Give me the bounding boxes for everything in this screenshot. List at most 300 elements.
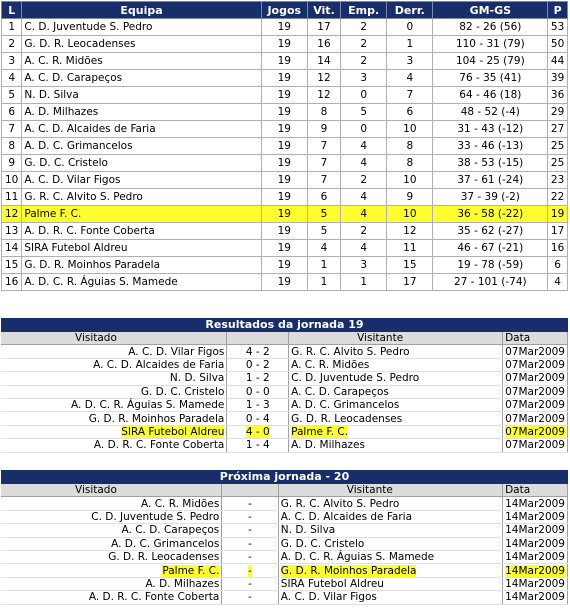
standings-cell-draws: 4: [341, 189, 387, 206]
standings-cell-position: 1: [2, 19, 22, 36]
fixture-score: [222, 497, 279, 510]
result-home: [1, 385, 227, 398]
result-away-text: C. D. Juventude S. Pedro: [291, 372, 420, 385]
fixture-away-text: G. R. C. Alvito S. Pedro: [280, 497, 400, 510]
col-header-draws: Emp.: [341, 2, 387, 19]
standings-cell-points: 19: [548, 206, 568, 223]
standings-cell-goals: 38 - 53 (-15): [433, 155, 548, 172]
fixture-away: [278, 537, 502, 550]
standings-cell-losses: 8: [387, 138, 433, 155]
standings-cell-wins: 4: [307, 240, 340, 257]
fixture-row: [1, 510, 568, 523]
result-score: [227, 358, 289, 371]
standings-row: [2, 138, 568, 155]
fixture-home-text: A. D. Milhazes: [145, 577, 220, 590]
fixture-score-text: -: [248, 510, 252, 523]
results-title: Resultados da jornada 19: [1, 318, 568, 332]
standings-cell-team: A. C. D. Alcaides de Faria: [22, 121, 261, 138]
fixture-away-text: A. C. D. Vilar Figos: [280, 591, 377, 604]
standings-cell-losses: 8: [387, 155, 433, 172]
fixture-home: [1, 524, 222, 537]
result-row: [1, 372, 568, 385]
result-score: [227, 372, 289, 385]
col-header-games: Jogos: [261, 2, 307, 19]
results-table: [1, 332, 568, 453]
result-row: [1, 385, 568, 398]
standings-cell-losses: 10: [387, 172, 433, 189]
standings-cell-games: 19: [261, 121, 307, 138]
result-date: [503, 398, 568, 411]
standings-cell-wins: 6: [307, 189, 340, 206]
standings-cell-wins: 5: [307, 223, 340, 240]
standings-cell-losses: 1: [387, 36, 433, 53]
standings-row: [2, 36, 568, 53]
result-home-text: A. D. R. C. Fonte Coberta: [93, 439, 225, 452]
standings-cell-losses: 10: [387, 121, 433, 138]
result-home: [1, 425, 227, 438]
fixture-home-text: Palme F. C.: [162, 564, 220, 577]
standings-cell-team: N. D. Silva: [22, 87, 261, 104]
standings-cell-draws: 5: [341, 104, 387, 121]
result-home-text: N. D. Silva: [169, 372, 225, 385]
fixture-home-text: A. C. R. Midões: [141, 497, 220, 510]
standings-cell-position: 15: [2, 257, 22, 274]
fixture-home: [1, 497, 222, 510]
standings-row: [2, 223, 568, 240]
result-home: [1, 372, 227, 385]
fixture-date: [503, 550, 568, 563]
fixture-score: [222, 524, 279, 537]
standings-cell-points: 39: [548, 70, 568, 87]
standings-cell-team: A. D. C. R. Águias S. Mamede: [22, 274, 261, 291]
fixture-score: [222, 537, 279, 550]
fixture-score: [222, 591, 279, 604]
result-home-text: A. C. D. Alcaides de Faria: [93, 358, 225, 371]
standings-cell-points: 44: [548, 53, 568, 70]
result-score: [227, 385, 289, 398]
fixture-row: [1, 497, 568, 510]
standings-cell-goals: 104 - 25 (79): [433, 53, 548, 70]
fixture-away-text: A. D. C. R. Águias S. Mamede: [280, 551, 435, 564]
standings-cell-losses: 9: [387, 189, 433, 206]
result-date-text: 07Mar2009: [505, 399, 565, 412]
fixture-home: [1, 537, 222, 550]
standings-row: [2, 19, 568, 36]
standings-cell-losses: 3: [387, 53, 433, 70]
standings-cell-wins: 9: [307, 121, 340, 138]
result-score-text: 1 - 3: [245, 399, 270, 412]
result-away-text: G. D. R. Leocadenses: [291, 412, 403, 425]
result-score-text: 1 - 2: [245, 372, 270, 385]
standings-cell-points: 50: [548, 36, 568, 53]
next-column-header-row: [1, 484, 568, 497]
result-date: [503, 385, 568, 398]
standings-cell-points: 27: [548, 121, 568, 138]
fixture-date: [503, 537, 568, 550]
standings-cell-draws: 2: [341, 36, 387, 53]
col-header-team: Equipa: [22, 2, 261, 19]
result-date: [503, 372, 568, 385]
standings-cell-points: 16: [548, 240, 568, 257]
fixture-home-text: A. C. D. Carapeços: [121, 524, 220, 537]
result-away-text: Palme F. C.: [291, 425, 349, 438]
standings-cell-games: 19: [261, 274, 307, 291]
result-home-text: SIRA Futebol Aldreu: [121, 425, 225, 438]
fixture-date-text: 14Mar2009: [505, 510, 565, 523]
col-header-losses: Derr.: [387, 2, 433, 19]
result-away: [289, 372, 503, 385]
result-away-text: A. C. R. Midões: [291, 358, 370, 371]
standings-cell-losses: 7: [387, 87, 433, 104]
fixture-home-text: A. D. R. C. Fonte Coberta: [88, 591, 220, 604]
standings-cell-losses: 6: [387, 104, 433, 121]
standings-cell-draws: 4: [341, 206, 387, 223]
standings-cell-wins: 12: [307, 87, 340, 104]
standings-cell-games: 19: [261, 172, 307, 189]
standings-cell-games: 19: [261, 257, 307, 274]
result-score: [227, 439, 289, 452]
fixture-date: [503, 564, 568, 577]
col-header-position: L: [2, 2, 22, 19]
standings-cell-points: 22: [548, 189, 568, 206]
fixture-score-text: -: [248, 551, 252, 564]
fixture-row: [1, 524, 568, 537]
fixture-home: [1, 577, 222, 590]
result-row: [1, 412, 568, 425]
standings-cell-goals: 37 - 39 (-2): [433, 189, 548, 206]
standings-cell-points: 25: [548, 155, 568, 172]
standings-cell-wins: 7: [307, 172, 340, 189]
standings-cell-points: 23: [548, 172, 568, 189]
result-away: [289, 425, 503, 438]
fixture-row: [1, 550, 568, 563]
standings-cell-position: 8: [2, 138, 22, 155]
standings-cell-games: 19: [261, 19, 307, 36]
fixture-home: [1, 510, 222, 523]
fixture-date: [503, 591, 568, 604]
result-away: [289, 412, 503, 425]
fixture-score-text: -: [248, 537, 252, 550]
standings-row: [2, 70, 568, 87]
fixture-score-text: -: [248, 564, 252, 577]
result-home-text: A. C. D. Vilar Figos: [128, 345, 225, 358]
fixture-home: [1, 591, 222, 604]
result-away: [289, 398, 503, 411]
result-row: [1, 439, 568, 452]
standings-cell-goals: 82 - 26 (56): [433, 19, 548, 36]
result-home: [1, 412, 227, 425]
result-date-text: 07Mar2009: [505, 439, 565, 452]
fixture-date-text: 14Mar2009: [505, 591, 565, 604]
next-col-home: Visitado: [1, 484, 222, 497]
standings-cell-position: 4: [2, 70, 22, 87]
fixture-away-text: G. D. R. Moinhos Paradela: [280, 564, 417, 577]
result-score-text: 0 - 4: [245, 412, 270, 425]
standings-cell-games: 19: [261, 189, 307, 206]
standings-cell-position: 9: [2, 155, 22, 172]
standings-table: [1, 1, 568, 291]
standings-cell-games: 19: [261, 155, 307, 172]
fixture-away: [278, 497, 502, 510]
result-score-text: 0 - 0: [245, 385, 270, 398]
result-date-text: 07Mar2009: [505, 412, 565, 425]
fixture-home-text: C. D. Juventude S. Pedro: [91, 510, 220, 523]
result-score-text: 4 - 2: [245, 345, 270, 358]
standings-cell-team: A. D. Milhazes: [22, 104, 261, 121]
standings-cell-team: G. D. R. Moinhos Paradela: [22, 257, 261, 274]
standings-cell-wins: 7: [307, 138, 340, 155]
standings-cell-games: 19: [261, 240, 307, 257]
result-date: [503, 439, 568, 452]
result-date-text: 07Mar2009: [505, 358, 565, 371]
standings-cell-team: G. D. C. Cristelo: [22, 155, 261, 172]
fixture-away-text: G. D. C. Cristelo: [280, 537, 365, 550]
standings-cell-position: 10: [2, 172, 22, 189]
standings-cell-position: 5: [2, 87, 22, 104]
fixture-away: [278, 510, 502, 523]
standings-row: [2, 104, 568, 121]
standings-cell-position: 6: [2, 104, 22, 121]
standings-cell-games: 19: [261, 138, 307, 155]
fixture-home: [1, 550, 222, 563]
standings-cell-goals: 37 - 61 (-24): [433, 172, 548, 189]
standings-cell-draws: 4: [341, 138, 387, 155]
standings-cell-points: 25: [548, 138, 568, 155]
standings-cell-points: 36: [548, 87, 568, 104]
standings-cell-wins: 1: [307, 257, 340, 274]
standings-cell-team: A. C. D. Carapeços: [22, 70, 261, 87]
result-away-text: A. D. Milhazes: [291, 439, 365, 452]
standings-row: [2, 172, 568, 189]
result-score: [227, 398, 289, 411]
fixture-score-text: -: [248, 524, 252, 537]
standings-cell-wins: 1: [307, 274, 340, 291]
fixture-score: [222, 577, 279, 590]
standings-cell-team: A. D. R. C. Fonte Coberta: [22, 223, 261, 240]
fixture-away-text: N. D. Silva: [280, 524, 336, 537]
result-date: [503, 345, 568, 358]
result-row: [1, 345, 568, 358]
fixture-away: [278, 577, 502, 590]
standings-cell-points: 4: [548, 274, 568, 291]
result-home-text: G. D. C. Cristelo: [140, 385, 225, 398]
fixture-row: [1, 564, 568, 577]
result-date-text: 07Mar2009: [505, 425, 565, 438]
result-row: [1, 425, 568, 438]
standings-cell-games: 19: [261, 206, 307, 223]
standings-cell-goals: 48 - 52 (-4): [433, 104, 548, 121]
result-away: [289, 358, 503, 371]
standings-cell-goals: 110 - 31 (79): [433, 36, 548, 53]
fixture-away: [278, 550, 502, 563]
standings-cell-losses: 10: [387, 206, 433, 223]
fixture-date-text: 14Mar2009: [505, 564, 565, 577]
fixture-date-text: 14Mar2009: [505, 524, 565, 537]
standings-cell-draws: 1: [341, 274, 387, 291]
result-score: [227, 425, 289, 438]
standings-cell-points: 17: [548, 223, 568, 240]
result-score: [227, 345, 289, 358]
fixture-row: [1, 577, 568, 590]
fixture-row: [1, 537, 568, 550]
fixture-home-text: A. D. C. Grimancelos: [111, 537, 220, 550]
standings-cell-points: 6: [548, 257, 568, 274]
result-date-text: 07Mar2009: [505, 385, 565, 398]
standings-cell-goals: 46 - 67 (-21): [433, 240, 548, 257]
standings-cell-losses: 11: [387, 240, 433, 257]
standings-cell-games: 19: [261, 223, 307, 240]
result-home: [1, 439, 227, 452]
fixture-score-text: -: [248, 591, 252, 604]
standings-row: [2, 274, 568, 291]
standings-cell-wins: 7: [307, 155, 340, 172]
standings-cell-goals: 76 - 35 (41): [433, 70, 548, 87]
result-home-text: A. D. C. R. Águias S. Mamede: [71, 399, 225, 412]
result-home: [1, 345, 227, 358]
fixture-date: [503, 497, 568, 510]
standings-cell-draws: 2: [341, 19, 387, 36]
next-round-title: Próxima jornada - 20: [1, 470, 568, 484]
standings-cell-games: 19: [261, 87, 307, 104]
fixture-row: [1, 591, 568, 604]
standings-cell-goals: 31 - 43 (-12): [433, 121, 548, 138]
fixture-date: [503, 577, 568, 590]
result-home: [1, 398, 227, 411]
standings-cell-draws: 2: [341, 172, 387, 189]
result-row: [1, 398, 568, 411]
standings-cell-goals: 64 - 46 (18): [433, 87, 548, 104]
results-col-date: Data: [503, 332, 568, 345]
result-date-text: 07Mar2009: [505, 372, 565, 385]
standings-cell-team: SIRA Futebol Aldreu: [22, 240, 261, 257]
standings-row: [2, 240, 568, 257]
fixture-away: [278, 591, 502, 604]
standings-cell-draws: 4: [341, 155, 387, 172]
fixture-date-text: 14Mar2009: [505, 577, 565, 590]
standings-cell-draws: 0: [341, 121, 387, 138]
fixture-away-text: SIRA Futebol Aldreu: [280, 577, 384, 590]
standings-cell-position: 13: [2, 223, 22, 240]
standings-cell-team: A. C. R. Midões: [22, 53, 261, 70]
standings-cell-wins: 16: [307, 36, 340, 53]
standings-cell-team: A. C. D. Vilar Figos: [22, 172, 261, 189]
standings-cell-team: C. D. Juventude S. Pedro: [22, 19, 261, 36]
fixture-away: [278, 524, 502, 537]
results-col-score: [227, 332, 289, 345]
result-away-text: A. D. C. Grimancelos: [291, 399, 400, 412]
result-home: [1, 358, 227, 371]
standings-cell-losses: 15: [387, 257, 433, 274]
standings-header-row: [2, 2, 568, 19]
fixture-score: [222, 510, 279, 523]
standings-row: [2, 155, 568, 172]
fixture-away: [278, 564, 502, 577]
fixture-home-text: G. D. R. Leocadenses: [108, 551, 220, 564]
fixture-score-text: -: [248, 497, 252, 510]
fixture-date-text: 14Mar2009: [505, 497, 565, 510]
standings-cell-position: 3: [2, 53, 22, 70]
result-score: [227, 412, 289, 425]
standings-cell-draws: 0: [341, 87, 387, 104]
standings-cell-draws: 2: [341, 223, 387, 240]
result-away-text: G. R. C. Alvito S. Pedro: [291, 345, 410, 358]
next-col-away: Visitante: [278, 484, 502, 497]
standings-row: [2, 257, 568, 274]
standings-cell-goals: 36 - 58 (-22): [433, 206, 548, 223]
standings-row: [2, 189, 568, 206]
standings-cell-wins: 12: [307, 70, 340, 87]
result-date: [503, 358, 568, 371]
standings-cell-wins: 5: [307, 206, 340, 223]
standings-cell-losses: 12: [387, 223, 433, 240]
standings-cell-position: 11: [2, 189, 22, 206]
standings-cell-losses: 4: [387, 70, 433, 87]
result-away: [289, 385, 503, 398]
standings-cell-wins: 14: [307, 53, 340, 70]
next-col-score: [222, 484, 279, 497]
standings-cell-losses: 17: [387, 274, 433, 291]
results-col-home: Visitado: [1, 332, 227, 345]
fixture-date-text: 14Mar2009: [505, 551, 565, 564]
fixture-score: [222, 550, 279, 563]
fixture-score: [222, 564, 279, 577]
result-away: [289, 439, 503, 452]
standings-cell-games: 19: [261, 70, 307, 87]
result-date-text: 07Mar2009: [505, 345, 565, 358]
result-score-text: 1 - 4: [245, 439, 270, 452]
standings-cell-goals: 19 - 78 (-59): [433, 257, 548, 274]
standings-cell-position: 12: [2, 206, 22, 223]
standings-cell-team: G. R. C. Alvito S. Pedro: [22, 189, 261, 206]
standings-cell-draws: 3: [341, 70, 387, 87]
standings-row: [2, 53, 568, 70]
standings-cell-games: 19: [261, 36, 307, 53]
standings-cell-draws: 3: [341, 257, 387, 274]
result-date: [503, 425, 568, 438]
result-home-text: G. D. R. Moinhos Paradela: [88, 412, 225, 425]
fixture-home: [1, 564, 222, 577]
standings-cell-goals: 33 - 46 (-13): [433, 138, 548, 155]
standings-row: [2, 87, 568, 104]
results-column-header-row: [1, 332, 568, 345]
standings-cell-points: 53: [548, 19, 568, 36]
standings-cell-wins: 17: [307, 19, 340, 36]
standings-cell-points: 29: [548, 104, 568, 121]
standings-cell-team: G. D. R. Leocadenses: [22, 36, 261, 53]
standings-cell-position: 2: [2, 36, 22, 53]
fixture-score-text: -: [248, 577, 252, 590]
result-score-text: 4 - 0: [245, 425, 270, 438]
standings-cell-draws: 4: [341, 240, 387, 257]
standings-cell-goals: 35 - 62 (-27): [433, 223, 548, 240]
standings-cell-position: 16: [2, 274, 22, 291]
results-col-away: Visitante: [289, 332, 503, 345]
result-date: [503, 412, 568, 425]
standings-cell-position: 7: [2, 121, 22, 138]
standings-cell-draws: 2: [341, 53, 387, 70]
fixture-away-text: A. C. D. Alcaides de Faria: [280, 510, 413, 523]
standings-cell-goals: 27 - 101 (-74): [433, 274, 548, 291]
col-header-goals: GM-GS: [433, 2, 548, 19]
col-header-wins: Vit.: [307, 2, 340, 19]
standings-cell-games: 19: [261, 53, 307, 70]
standings-row: [2, 206, 568, 223]
standings-cell-losses: 0: [387, 19, 433, 36]
standings-cell-games: 19: [261, 104, 307, 121]
result-row: [1, 358, 568, 371]
standings-cell-wins: 8: [307, 104, 340, 121]
result-score-text: 0 - 2: [245, 358, 270, 371]
